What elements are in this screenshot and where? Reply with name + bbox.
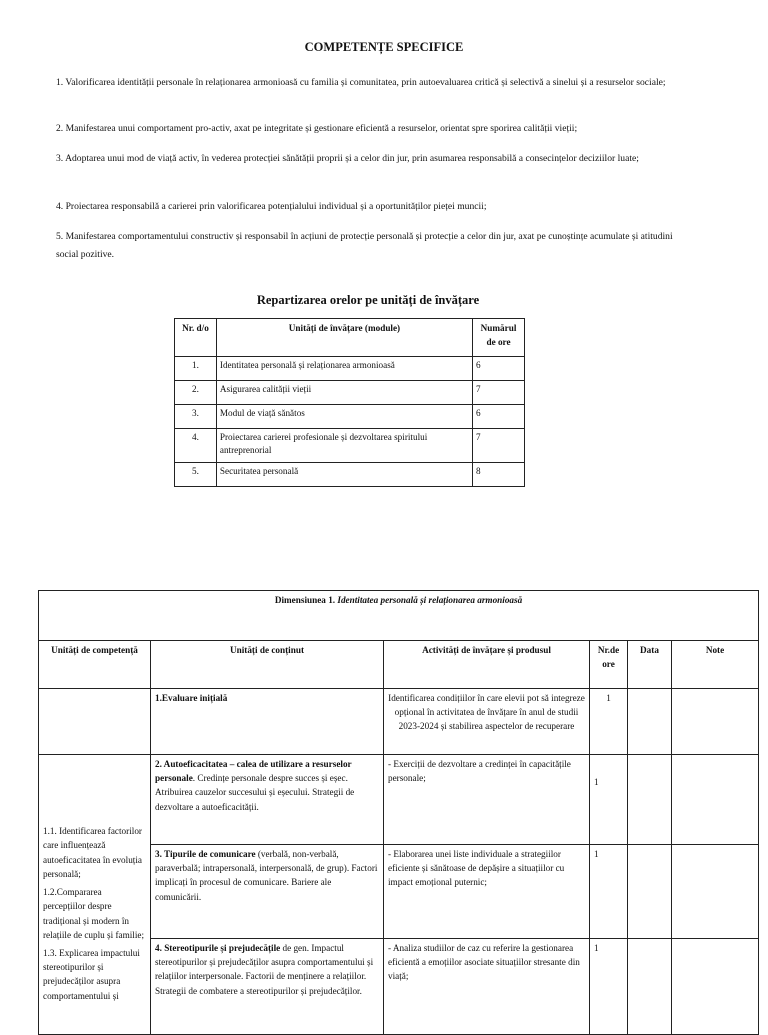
- notes-cell: [672, 845, 759, 939]
- table-row: [175, 381, 525, 405]
- row-hours: 7: [473, 381, 525, 405]
- competency-4: 4. Proiectarea responsabilă a carierei prin valorificarea potențialului individual și a oportunităților pieței muncii;: [56, 201, 487, 212]
- header-content-units: Unități de conținut: [151, 641, 384, 689]
- competency-3: 3. Adoptarea unui mod de viață activ, în vederea protecției sănătății proprii și a celor din jur, prin asumarea responsabilă a consecințelor deciziilor luate;: [56, 153, 639, 164]
- hours-table-title: Repartizarea orelor pe unități de învățare: [256, 293, 480, 307]
- curriculum-plan-table: [38, 590, 759, 1035]
- row-nr: 2.: [175, 381, 217, 405]
- hours-cell: 1: [590, 939, 628, 1035]
- row-nr: 1.: [175, 357, 217, 381]
- date-cell: [628, 689, 672, 755]
- row-nr: 5.: [175, 463, 217, 487]
- plan-header-row: [39, 641, 759, 689]
- notes-cell: [672, 689, 759, 755]
- activity-cell: Identificarea condițiilor în care elevii pot să integreze opțional în activitatea de învățare în anul de studii 2023-2024 și stabilirea aspectelor de recuperare: [384, 689, 590, 755]
- competence-1-2: 1.2.Compararea percepțiilor despre tradițional și modern în relațiile de cuplu și familie;: [43, 887, 145, 940]
- table-row: [175, 405, 525, 429]
- content-bold: 3. Tipurile de comunicare: [155, 849, 256, 859]
- content-text: de gen. Impactul stereotipurilor și prejudecăților asupra comportamentului și relațiilor interpersonale. Factorii de menținere a relațiilor. Strategii de combatere a stereotipurilor și prejudecăților.: [155, 943, 374, 996]
- row-unit: Securitatea personală: [216, 463, 472, 487]
- table-row: [39, 689, 759, 755]
- activity-cell: - Exerciții de dezvoltare a credinței în capacitățile personale;: [384, 755, 590, 845]
- row-unit: Proiectarea carierei profesionale și dezvoltarea spiritului antreprenorial: [216, 429, 472, 463]
- header-date: Data: [628, 641, 672, 689]
- dimension-prefix: Dimensiunea 1.: [274, 595, 338, 605]
- hours-cell: 1: [590, 845, 628, 939]
- table-row: [39, 755, 759, 845]
- content-cell: [151, 939, 384, 1035]
- content-cell: [151, 845, 384, 939]
- row-unit: Identitatea personală și relaționarea armonioasă: [216, 357, 472, 381]
- header-notes: Note: [672, 641, 759, 689]
- dimension-name: Identitatea personală și relaționarea armonioasă: [337, 595, 523, 605]
- activity-cell: - Elaborarea unei liste individuale a strategiilor eficiente și sănătoase de depășire a situațiilor cu impact emoțional puternic;: [384, 845, 590, 939]
- hours-table: [174, 318, 525, 487]
- notes-cell: [672, 939, 759, 1035]
- row-hours: 8: [473, 463, 525, 487]
- content-bold: 1.Evaluare inițială: [155, 693, 228, 703]
- hours-cell: 1: [590, 689, 628, 755]
- table-row: [175, 429, 525, 463]
- date-cell: [628, 845, 672, 939]
- header-nr-ore: Nr.de ore: [590, 641, 628, 689]
- header-activities: Activități de învățare și produsul: [384, 641, 590, 689]
- row-hours: 6: [473, 357, 525, 381]
- content-bold: 2. Autoeficacitatea – calea de utilizare a resurselor personale: [155, 759, 352, 784]
- row-unit: Modul de viață sănătos: [216, 405, 472, 429]
- table-row: [175, 357, 525, 381]
- row-unit: Asigurarea calității vieții: [216, 381, 472, 405]
- date-cell: [628, 755, 672, 845]
- header-nr: Nr. d/o: [175, 319, 217, 357]
- content-text: (verbală, non-verbală, paraverbală; intrapersonală, interpersonală, de grup). Factori implicați în procesul de comunicare. Bariere ale comunicării.: [155, 849, 378, 902]
- row-hours: 7: [473, 429, 525, 463]
- dimension-row: [39, 591, 759, 641]
- header-hours: Numărul de ore: [473, 319, 525, 357]
- content-cell: [151, 755, 384, 845]
- page-title: COMPETENȚE SPECIFICE: [304, 40, 464, 54]
- competence-cell-empty: [39, 689, 151, 755]
- competence-1-3: 1.3. Explicarea impactului stereotipurilor și prejudecăților asupra comportamentului și: [43, 947, 140, 1001]
- competency-2: 2. Manifestarea unui comportament pro-activ, axat pe integritate și gestionare eficientă a resurselor, orientat spre sporirea calității vieții;: [56, 123, 578, 134]
- row-nr: 3.: [175, 405, 217, 429]
- row-hours: 6: [473, 405, 525, 429]
- activity-cell: - Analiza studiilor de caz cu referire la gestionarea eficientă a emoțiilor asociate situațiilor stresante din viață;: [384, 939, 590, 1035]
- date-cell: [628, 939, 672, 1035]
- competence-1-1: 1.1. Identificarea factorilor care influențează autoeficacitatea în evoluția personală;: [43, 826, 142, 879]
- competence-cell: [39, 755, 151, 1035]
- content-bold: 4. Stereotipurile și prejudecățile: [155, 943, 281, 953]
- content-cell: [151, 689, 384, 755]
- dimension-title: [39, 591, 759, 641]
- competency-5: 5. Manifestarea comportamentului constructiv și responsabil în acțiuni de protecție personală și protecție a celor din jur, axat pe cunoștințe acumulate și atitudini social pozitive.: [56, 231, 673, 260]
- hours-cell: 1: [590, 755, 628, 845]
- content-text: . Credințe personale despre succes și eșec. Atribuirea cauzelor succesului și eșecului. Strategii de dezvoltare a autoeficacității.: [155, 773, 355, 812]
- header-unit: Unități de învățare (module): [216, 319, 472, 357]
- table-header-row: [175, 319, 525, 357]
- header-competence-units: Unități de competență: [39, 641, 151, 689]
- row-nr: 4.: [175, 429, 217, 463]
- competency-1: 1. Valorificarea identității personale în relaționarea armonioasă cu familia și comunitatea, prin autoevaluarea critică și selectivă a sinelui și a resurselor sociale;: [56, 77, 666, 88]
- notes-cell: [672, 755, 759, 845]
- table-row: [175, 463, 525, 487]
